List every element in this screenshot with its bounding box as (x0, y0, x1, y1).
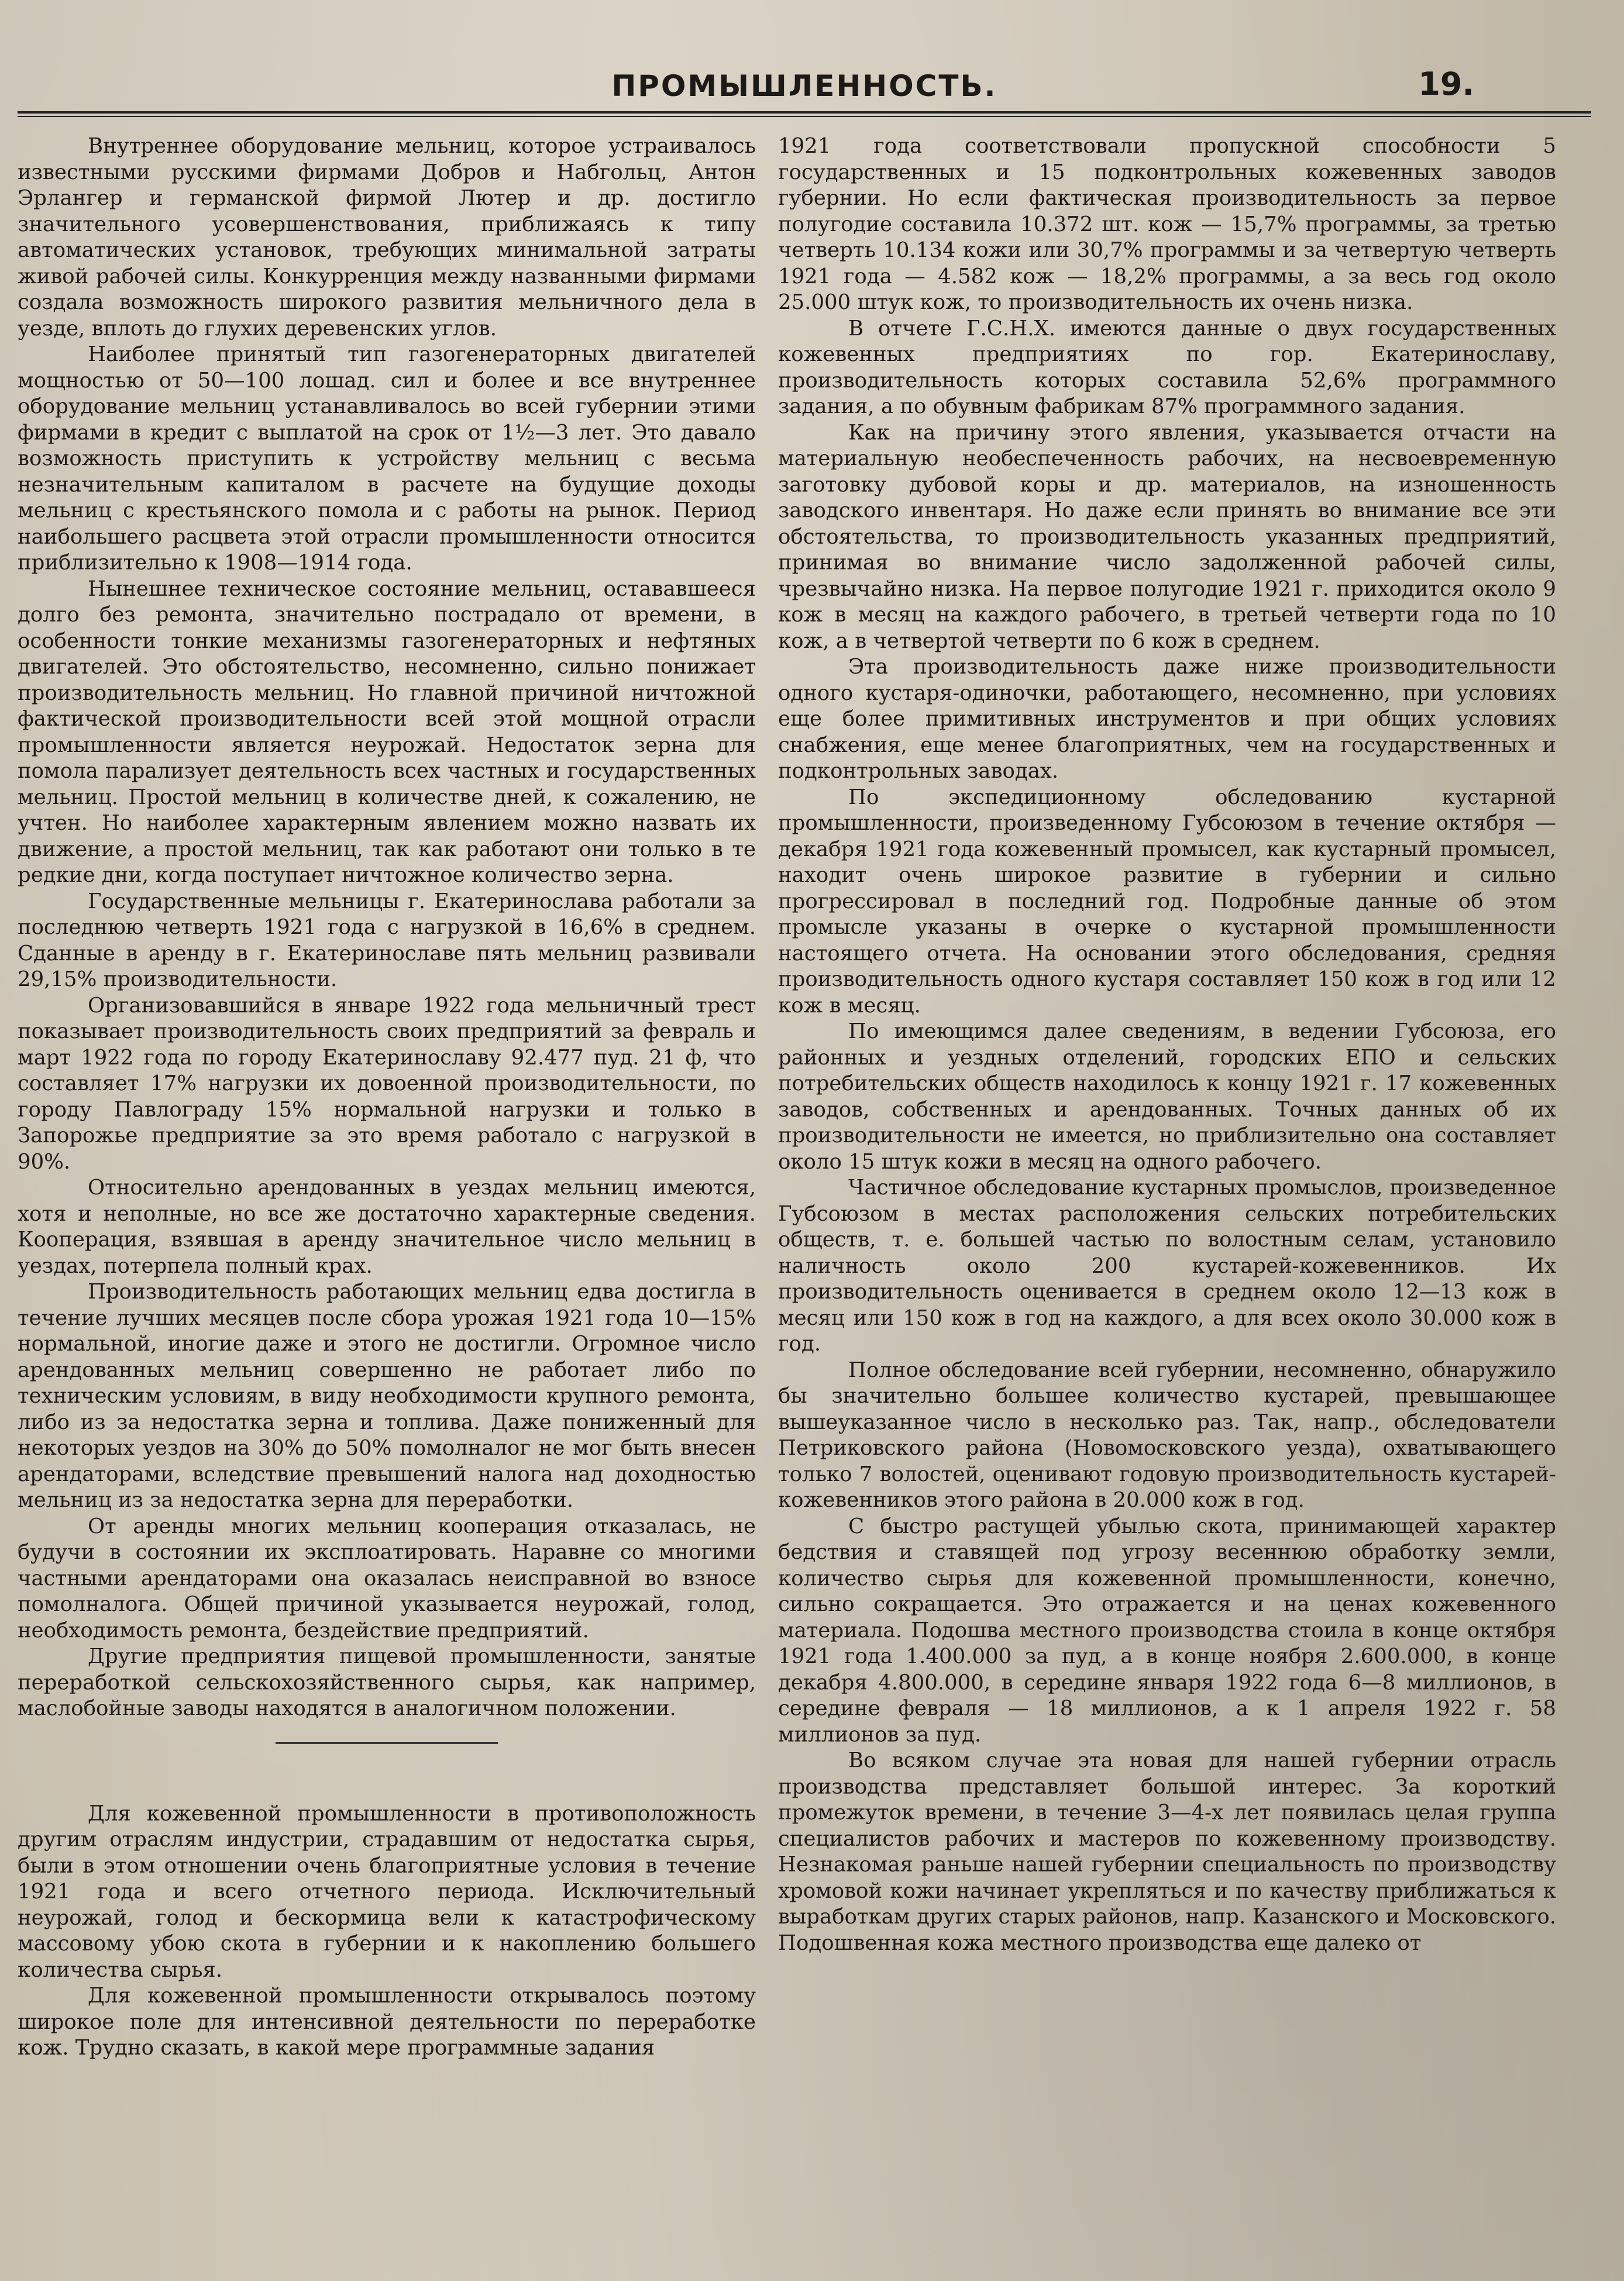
paragraph: Производительность работающих мельниц едва достигла в течение лучших месяцев после сбора урожая 1921 года 10—15% нормальной, иногие даже и этого не достигли. Огромное число арендованных мельниц совершенно не работает либо по техническим условиям, в виду необходимости крупного ремонта, либо из за недостатка зерна и топлива. Даже пониженный для некоторых уездов на 30% до 50% помолналог не мог быть внесен арендаторами, вследствие превышений налога над доходностью мельниц из за недостатка зерна для переработки. (18, 1280, 756, 1512)
paragraph: Наиболее принятый тип газогенераторных двигателей мощностью от 50—100 лошад. сил и более и все внутреннее оборудование мельниц устанавливалось во всей губернии этими фирмами в кредит с выплатой на срок от 1½—3 лет. Это давало возможность приступить к устройству мельниц с весьма незначительным капиталом в расчете на будущие доходы мельниц с крестьянского помола и с работы на рынок. Период наибольшего расцвета этой отрасли промышленности относится приблизительно к 1908—1914 года. (18, 342, 756, 575)
paragraph-continued: 1921 года соответствовали пропускной способности 5 государственных и 15 подконтрольных кожевенных заводов губернии. Но если фактическая производительность за первое полугодие составила 10.372 шт. кож — 15,7% программы, за третью четверть 10.134 кожи или 30,7% программы и за четвертую четверть 1921 года — 4.582 кож — 18,2% программы, а за весь год около 25.000 штук кож, то производительность их очень низка. (778, 134, 1556, 314)
paragraph: По экспедиционному обследованию кустарной промышленности, произведенному Губсоюзом в течение октября — декабря 1921 года кожевенный промысел, как кустарный промысел, находит очень широкое развитие в губернии и сильно прогрессировал в последний год. Подробные данные об этом промысле указаны в очерке о кустарной промышленности настоящего отчета. На основании этого обследования, средняя производительность одного кустаря составляет 150 кож в год или 12 кож в месяц. (778, 785, 1556, 1018)
paragraph: Государственные мельницы г. Екатеринослава работали за последнюю четверть 1921 года с нагрузкой в 16,6% в среднем. Сданные в аренду в г. Екатеринославе пять мельниц развивали 29,15% производительности. (18, 889, 756, 991)
right-column (778, 133, 1556, 1956)
paragraph: С быстро растущей убылью скота, принимающей характер бедствия и ставящей под угрозу весеннюю обработку земли, количество сырья для кожевенной промышленности, конечно, сильно сокращается. Это отражается и на ценах кожевенного материала. Подошва местного производства стоила в конце октября 1921 года 1.400.000 за пуд, а в конце ноября 2.600.000, в конце декабря 4.800.000, в середине января 1922 года 6—8 миллионов, в середине февраля — 18 миллионов, а к 1 апреля 1922 г. 58 миллионов за пуд. (778, 1514, 1556, 1747)
paragraph: Во всяком случае эта новая для нашей губернии отрасль производства представляет большой интерес. За короткий промежуток времени, в течение 3—4-х лет появилась целая группа специалистов рабочих и мастеров по кожевенному производству. Незнакомая раньше нашей губернии специальность по производству хромовой кожи начинает укрепляться и по качеству приближаться к выработкам других старых районов, напр. Казанского и Московского. Подошвенная кожа местного производства еще далеко от (778, 1748, 1556, 1955)
left-column (18, 133, 756, 2062)
header-rule (18, 111, 1591, 117)
paragraph: Для кожевенной промышленности открывалось поэтому широкое поле для интенсивной деятельности по переработке кож. Трудно сказать, в какой мере программные задания (18, 1984, 756, 2060)
paragraph: Внутреннее оборудование мельниц, которое устраивалось известными русскими фирмами Добров и Набгольц, Антон Эрлангер и германской фирмой Лютер и др. достигло значительного усовершенствования, приближаясь к типу автоматических установок, требующих минимальной затраты живой рабочей силы. Конкурренция между названными фирмами создала возможность широкого развития мельничного дела в уезде, вплоть до глухих деревенских углов. (18, 134, 756, 341)
paragraph: Относительно арендованных в уездах мельниц имеются, хотя и неполные, но все же достаточно характерные сведения. Кооперация, взявшая в аренду значительное число мельниц в уездах, потерпела полный крах. (18, 1176, 756, 1278)
paragraph: По имеющимся далее сведениям, в ведении Губсоюза, его районных и уездных отделений, городских ЕПО и сельских потребительских обществ находилось к концу 1921 г. 17 кожевенных заводов, собственных и арендованных. Точных данных об их производительности не имеется, но приблизительно она составляет около 15 штук кожи в месяц на одного рабочего. (778, 1019, 1556, 1174)
paragraph: Полное обследование всей губернии, несомненно, обнаружило бы значительно большее количество кустарей, превышающее вышеуказанное число в несколько раз. Так, напр., обследователи Петриковского района (Новомосковского уезда), охватывающего только 7 волостей, оценивают годовую производительность кустарей-кожевенников этого района в 20.000 кож в год. (778, 1358, 1556, 1512)
section-separator (276, 1742, 498, 1744)
section-title: ПРОМЫШЛЕННОСТЬ. (611, 69, 997, 103)
paragraph: Нынешнее техническое состояние мельниц, остававшееся долго без ремонта, значительно пострадало от времени, в особенности тонкие механизмы газогенераторных и нефтяных двигателей. Это обстоятельство, несомненно, сильно понижает производительность мельниц. Но главной причиной ничтожной фактической производительности всей этой мощной отрасли промышленности является неурожай. Недостаток зерна для помола парализует деятельность всех частных и государственных мельниц. Простой мельниц в количестве дней, к сожалению, не учтен. Но наиболее характерным явлением можно назвать их движение, а простой мельниц, так как работают они только в те редкие дни, когда поступает ничтожное количество зерна. (18, 576, 756, 887)
paragraph: Для кожевенной промышленности в противоположность другим отраслям индустрии, страдавшим от недостатка сырья, были в этом отношении очень благоприятные условия в течение 1921 года и всего отчетного периода. Исключительный неурожай, голод и бескормица вели к катастрофическому массовому убою скота в губернии и к накоплению большего количества сырья. (18, 1801, 756, 1982)
paragraph: Как на причину этого явления, указывается отчасти на материальную необеспеченность рабочих, на несвоевременную заготовку дубовой коры и др. материалов, на изношенность заводского инвентаря. Но даже если принять во внимание все эти обстоятельства, то производительность указанных предприятий, принимая во внимание число задолженной рабочей силы, чрезвычайно низка. На первое полугодие 1921 г. приходится около 9 кож в месяц на каждого рабочего, в третьей четверти года по 10 кож, а в четвертой четверти по 6 кож в среднем. (778, 420, 1556, 653)
paragraph: Частичное обследование кустарных промыслов, произведенное Губсоюзом в местах расположения сельских потребительских обществ, т. е. большей частью по волостным селам, установило наличность около 200 кустарей-кожевенников. Их производительность оценивается в среднем около 12—13 кож в месяц или 150 кож в год на каждого, а для всех около 30.000 кож в год. (778, 1176, 1556, 1356)
paragraph: От аренды многих мельниц кооперация отказалась, не будучи в состоянии их эксплоатировать. Наравне со многими частными арендаторами она оказалась неисправной во взносе помолналога. Общей причиной указывается неурожай, голод, необходимость ремонта, бездействие предприятий. (18, 1514, 756, 1643)
paragraph: Другие предприятия пищевой промышленности, занятые переработкой сельскохозяйственного сырья, как например, маслобойные заводы находятся в аналогичном положении. (18, 1644, 756, 1720)
paragraph: В отчете Г.С.Н.Х. имеются данные о двух государственных кожевенных предприятиях по гор. Екатеринославу, производительность которых составила 52,6% программного задания, а по обувным фабрикам 87% программного задания. (778, 316, 1556, 418)
page-number: 19. (1418, 66, 1474, 102)
paragraph: Организовавшийся в январе 1922 года мельничный трест показывает производительность своих предприятий за февраль и март 1922 года по городу Екатеринославу 92.477 пуд. 21 ф, что составляет 17% нагрузки их довоенной производительности, по городу Павлограду 15% нормальной нагрузки и только в Запорожье предприятие за это время работало с нагрузкой в 90%. (18, 993, 756, 1174)
page-header (18, 64, 1591, 111)
paragraph: Эта производительность даже ниже производительности одного кустаря-одиночки, работающего, несомненно, при условиях еще более примитивных инструментов и при общих условиях снабжения, еще менее благоприятных, чем на государственных и подконтрольных заводах. (778, 655, 1556, 783)
